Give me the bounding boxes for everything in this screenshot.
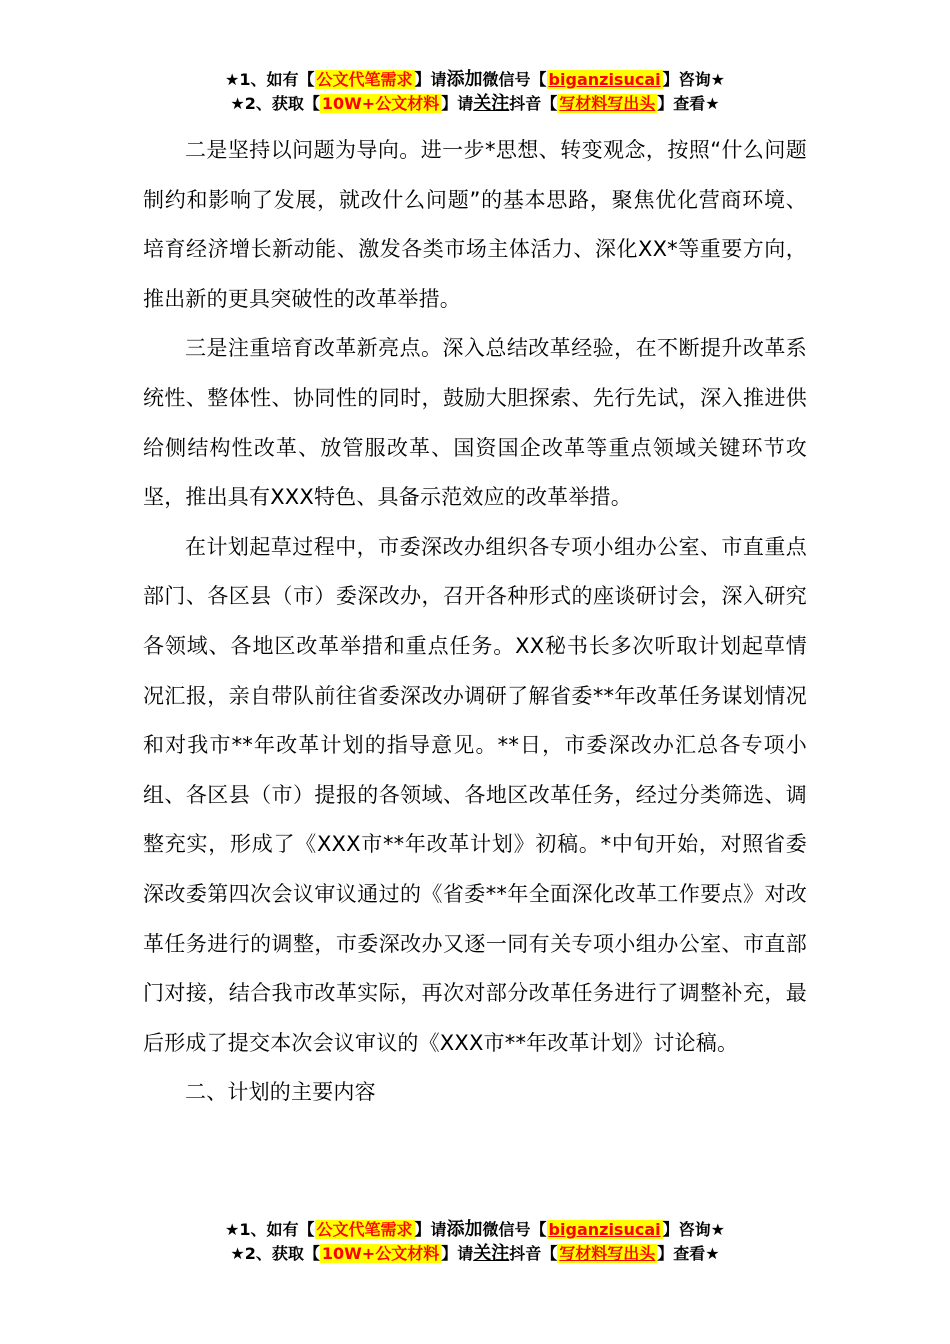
highlight-douyin-id: 写材料写出头 [559, 94, 656, 113]
highlight-materials: 10W+公文材料 [321, 94, 440, 113]
banner-line-1-bottom: ★1、如有【 公文代笔需求 】请添加微信号【 biganzisucai 】咨询★ [225, 1219, 725, 1240]
banner-line-1: ★1、如有【 公文代笔需求 】请添加微信号【 biganzisucai 】咨询★ [225, 69, 725, 90]
paragraph-drafting-process: 在计划起草过程中，市委深改办组织各专项小组办公室、市直重点部门、各区县（市）委深改办，召开各种形式的座谈研讨会，深入研究各领域、各地区改革举措和重点任务。XX秘书长多次听取计划起草情况汇报，亲自带队前往省委深改办调研了解省委**年改革任务谋划情况和对我市**年改革计划的指导意见。**日，市委深改办汇总各专项小组、各区县（市）提报的各领域、各地区改革任务，经过分类筛选、调整充实，形成了《XXX市**年改革计划》初稿。*中旬开始，对照省委深改委第四次会议审议通过的《省委**年全面深化改革工作要点》对改革任务进行的调整，市委深改办又逐一同有关专项小组办公室、市直部门对接，结合我市改革实际，再次对部分改革任务进行了调整补充，最后形成了提交本次会议审议的《XXX市**年改革计划》讨论稿。 [143, 534, 807, 1055]
section-heading: 二、计划的主要内容 [185, 1080, 376, 1105]
highlight-wechat-id: biganzisucai [548, 70, 661, 89]
paragraph-problem-oriented: 二是坚持以问题为导向。进一步*思想、转变观念，按照“什么问题制约和影响了发展，就改什么问题”的基本思路，聚焦优化营商环境、培育经济增长新动能、激发各类市场主体活力、深化XX*等重要方向，推出新的更具突破性的改革举措。 [143, 138, 807, 311]
banner-line-2-bottom: ★2、获取【 10W+公文材料 】请关注抖音【 写材料写出头 】查看★ [230, 1243, 720, 1264]
paragraph-reform-highlights: 三是注重培育改革新亮点。深入总结改革经验，在不断提升改革系统性、整体性、协同性的同时，鼓励大胆探索、先行先试，深入推进供给侧结构性改革、放管服改革、国资国企改革等重点领域关键环节攻坚，推出具有XXX特色、具备示范效应的改革举措。 [143, 336, 807, 510]
banner-line-2: ★2、获取【 10W+公文材料 】请关注抖音【 写材料写出头 】查看★ [230, 93, 720, 114]
document-body [143, 126, 807, 1118]
bottom-banner [0, 1218, 950, 1266]
highlight-service: 公文代笔需求 [316, 70, 413, 89]
top-banner [0, 68, 950, 116]
